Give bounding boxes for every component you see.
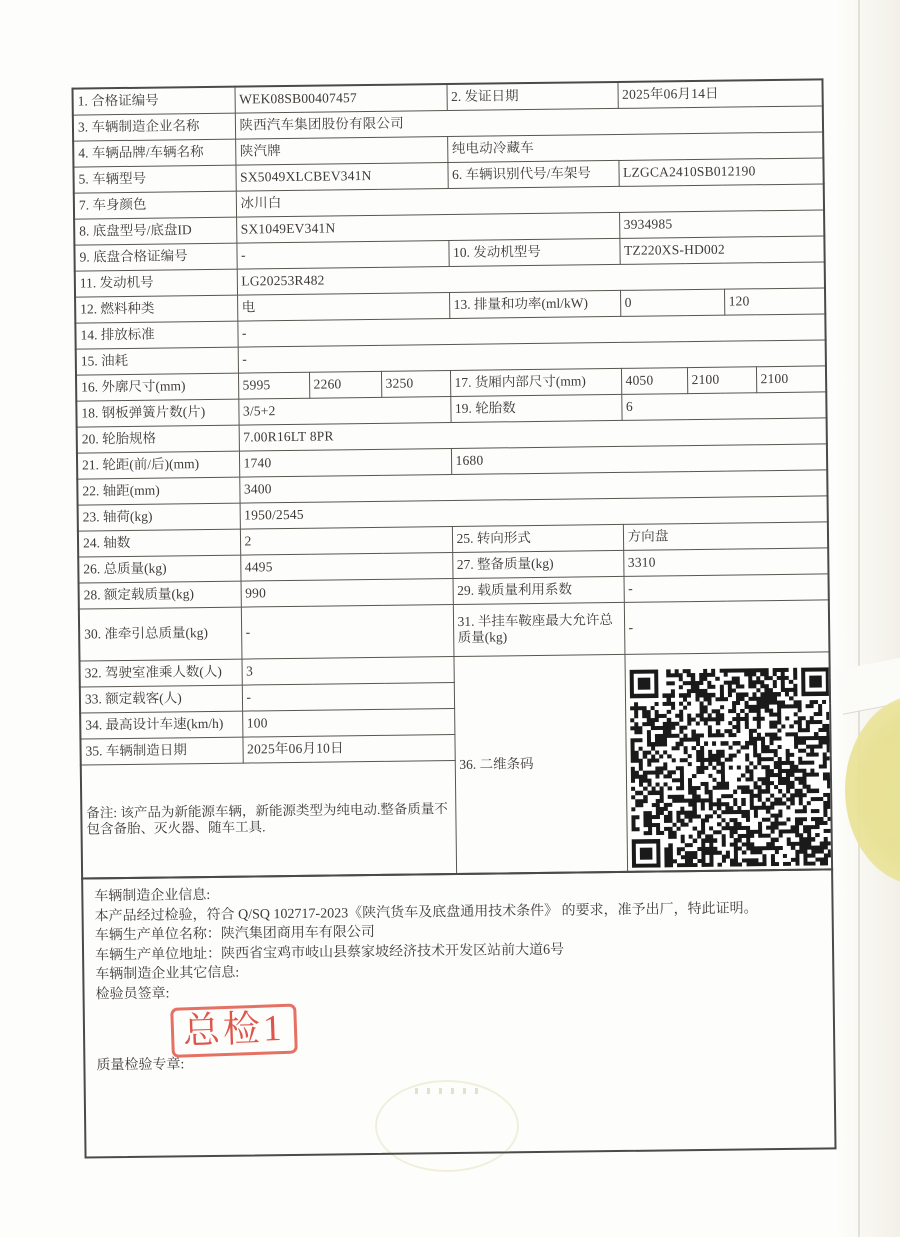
- field-value: 2: [240, 526, 452, 555]
- inspector-signature-label: 检验员签章:: [95, 985, 170, 1002]
- field-value: TZ220XS-HD002: [619, 235, 824, 264]
- field-label: 20. 轮胎规格: [77, 425, 239, 453]
- inspector-stamp: 总检1: [170, 1004, 297, 1058]
- field-value: 1680: [451, 443, 827, 474]
- field-label: 32. 驾驶室准乘人数(人): [79, 659, 241, 687]
- field-value: 100: [242, 708, 454, 737]
- field-label: 11. 发动机号: [75, 269, 237, 297]
- field-value: 电: [237, 292, 449, 321]
- field-label: 21. 轮距(前/后)(mm): [77, 451, 239, 479]
- field-value: -: [237, 313, 825, 346]
- field-label: 18. 钢板弹簧片数(片): [76, 399, 238, 427]
- field-value: 2025年06月10日: [242, 734, 454, 763]
- qr-code-label: 36. 二维条码: [453, 654, 627, 874]
- producer-name: 车辆生产单位名称：陕汽集团商用车有限公司: [94, 924, 375, 944]
- field-value: 3934985: [619, 209, 824, 238]
- qr-code: [629, 668, 831, 868]
- field-value: 纯电动冷藏车: [447, 131, 823, 162]
- field-label: 15. 油耗: [76, 347, 238, 375]
- field-value: 2100: [756, 365, 826, 392]
- field-value: 4050: [621, 367, 687, 394]
- paper-fold-line: [858, 0, 860, 1237]
- field-label: 8. 底盘型号/底盘ID: [74, 217, 236, 245]
- field-value: -: [238, 339, 826, 372]
- field-value: 3250: [381, 370, 450, 397]
- field-label: 14. 排放标准: [75, 321, 237, 349]
- manufacturer-info-box: [81, 868, 836, 1158]
- field-value: SX5049XLCBEV341N: [235, 162, 447, 191]
- field-label: 5. 车辆型号: [73, 165, 235, 193]
- field-value: 3400: [239, 469, 827, 502]
- field-label: 2. 发证日期: [446, 82, 617, 110]
- field-label: 25. 转向形式: [452, 524, 623, 552]
- field-label: 13. 排量和功率(ml/kW): [449, 290, 620, 318]
- field-value: 2260: [309, 371, 381, 398]
- field-value: SX1049EV341N: [236, 212, 619, 243]
- field-value: LG20253R482: [237, 261, 825, 294]
- field-label: 7. 车身颜色: [74, 191, 236, 219]
- field-value: 冰川白: [236, 183, 824, 216]
- field-label: 19. 轮胎数: [450, 394, 621, 422]
- producer-address: 车辆生产单位地址：陕西省宝鸡市岐山县蔡家坡经济技术开发区站前大道6号: [94, 942, 565, 963]
- other-info: 车辆制造企业其它信息:: [95, 965, 240, 983]
- field-value: 3: [241, 656, 453, 685]
- field-label: 29. 载质量利用系数: [453, 576, 624, 604]
- field-label: 17. 货厢内部尺寸(mm): [450, 368, 621, 396]
- field-label: 9. 底盘合格证编号: [74, 243, 236, 271]
- certificate-table: [71, 78, 833, 879]
- field-value: WEK08SB00407457: [234, 84, 446, 113]
- field-value: 7.00R16LT 8PR: [239, 417, 827, 450]
- certification-statement: 本产品经过检验，符合 Q/SQ 102717-2023《陕汽货车及底盘通用技术条件》 的要求，准予出厂，特此证明。: [94, 900, 758, 924]
- field-label: 4. 车辆品牌/车辆名称: [73, 139, 235, 167]
- field-value: 陕汽牌: [235, 136, 447, 165]
- field-label: 16. 外廓尺寸(mm): [76, 373, 238, 401]
- scan-edge-strip: [836, 0, 900, 1237]
- field-value: 990: [241, 578, 453, 607]
- field-value: 1950/2545: [240, 495, 828, 528]
- qr-code-cell: [624, 651, 832, 871]
- field-value: 5995: [238, 372, 309, 399]
- field-value: 2025年06月14日: [617, 79, 822, 108]
- field-label: 28. 额定载质量(kg): [79, 581, 241, 609]
- field-value: -: [623, 573, 828, 602]
- field-label: 23. 轴荷(kg): [78, 503, 240, 531]
- field-label: 6. 车辆识别代号/车架号: [447, 160, 618, 188]
- field-label: 10. 发动机型号: [448, 238, 619, 266]
- remark-cell: 备注: 该产品为新能源车辆，新能源类型为纯电动.整备质量不包含备胎、灭火器、随车工具.: [81, 760, 456, 879]
- field-label: 12. 燃料种类: [75, 295, 237, 323]
- field-value: 0: [620, 289, 724, 316]
- quality-seal-label: 质量检验专章:: [96, 1057, 185, 1074]
- field-label: 1. 合格证编号: [72, 87, 234, 115]
- field-value: -: [241, 604, 454, 659]
- field-value: LZGCA2410SB012190: [618, 157, 823, 186]
- field-label: 26. 总质量(kg): [78, 555, 240, 583]
- field-label: 30. 准牵引总质量(kg): [79, 607, 242, 661]
- field-label: 24. 轴数: [78, 529, 240, 557]
- field-value: 1740: [239, 448, 451, 477]
- field-label: 3. 车辆制造企业名称: [73, 113, 235, 141]
- field-value: 2100: [687, 366, 756, 393]
- field-label: 33. 额定载客(人): [80, 685, 242, 713]
- field-value: -: [242, 682, 454, 711]
- field-value: -: [236, 240, 448, 269]
- field-value: 方向盘: [623, 521, 828, 550]
- field-label: 27. 整备质量(kg): [452, 550, 623, 578]
- field-value: 陕西汽车集团股份有限公司: [235, 105, 823, 138]
- field-label: 31. 半挂车鞍座最大允许总质量(kg): [453, 602, 625, 656]
- field-label: 35. 车辆制造日期: [80, 737, 242, 765]
- field-value: 3/5+2: [238, 396, 450, 425]
- field-value: 120: [724, 287, 825, 314]
- field-value: -: [624, 599, 830, 654]
- field-value: 6: [621, 391, 826, 420]
- field-value: 3310: [623, 547, 828, 576]
- field-label: 34. 最高设计车速(km/h): [80, 711, 242, 739]
- field-value: 4495: [240, 552, 452, 581]
- info-title: 车辆制造企业信息:: [94, 887, 211, 905]
- field-label: 22. 轴距(mm): [77, 477, 239, 505]
- certificate-document: [71, 78, 834, 1158]
